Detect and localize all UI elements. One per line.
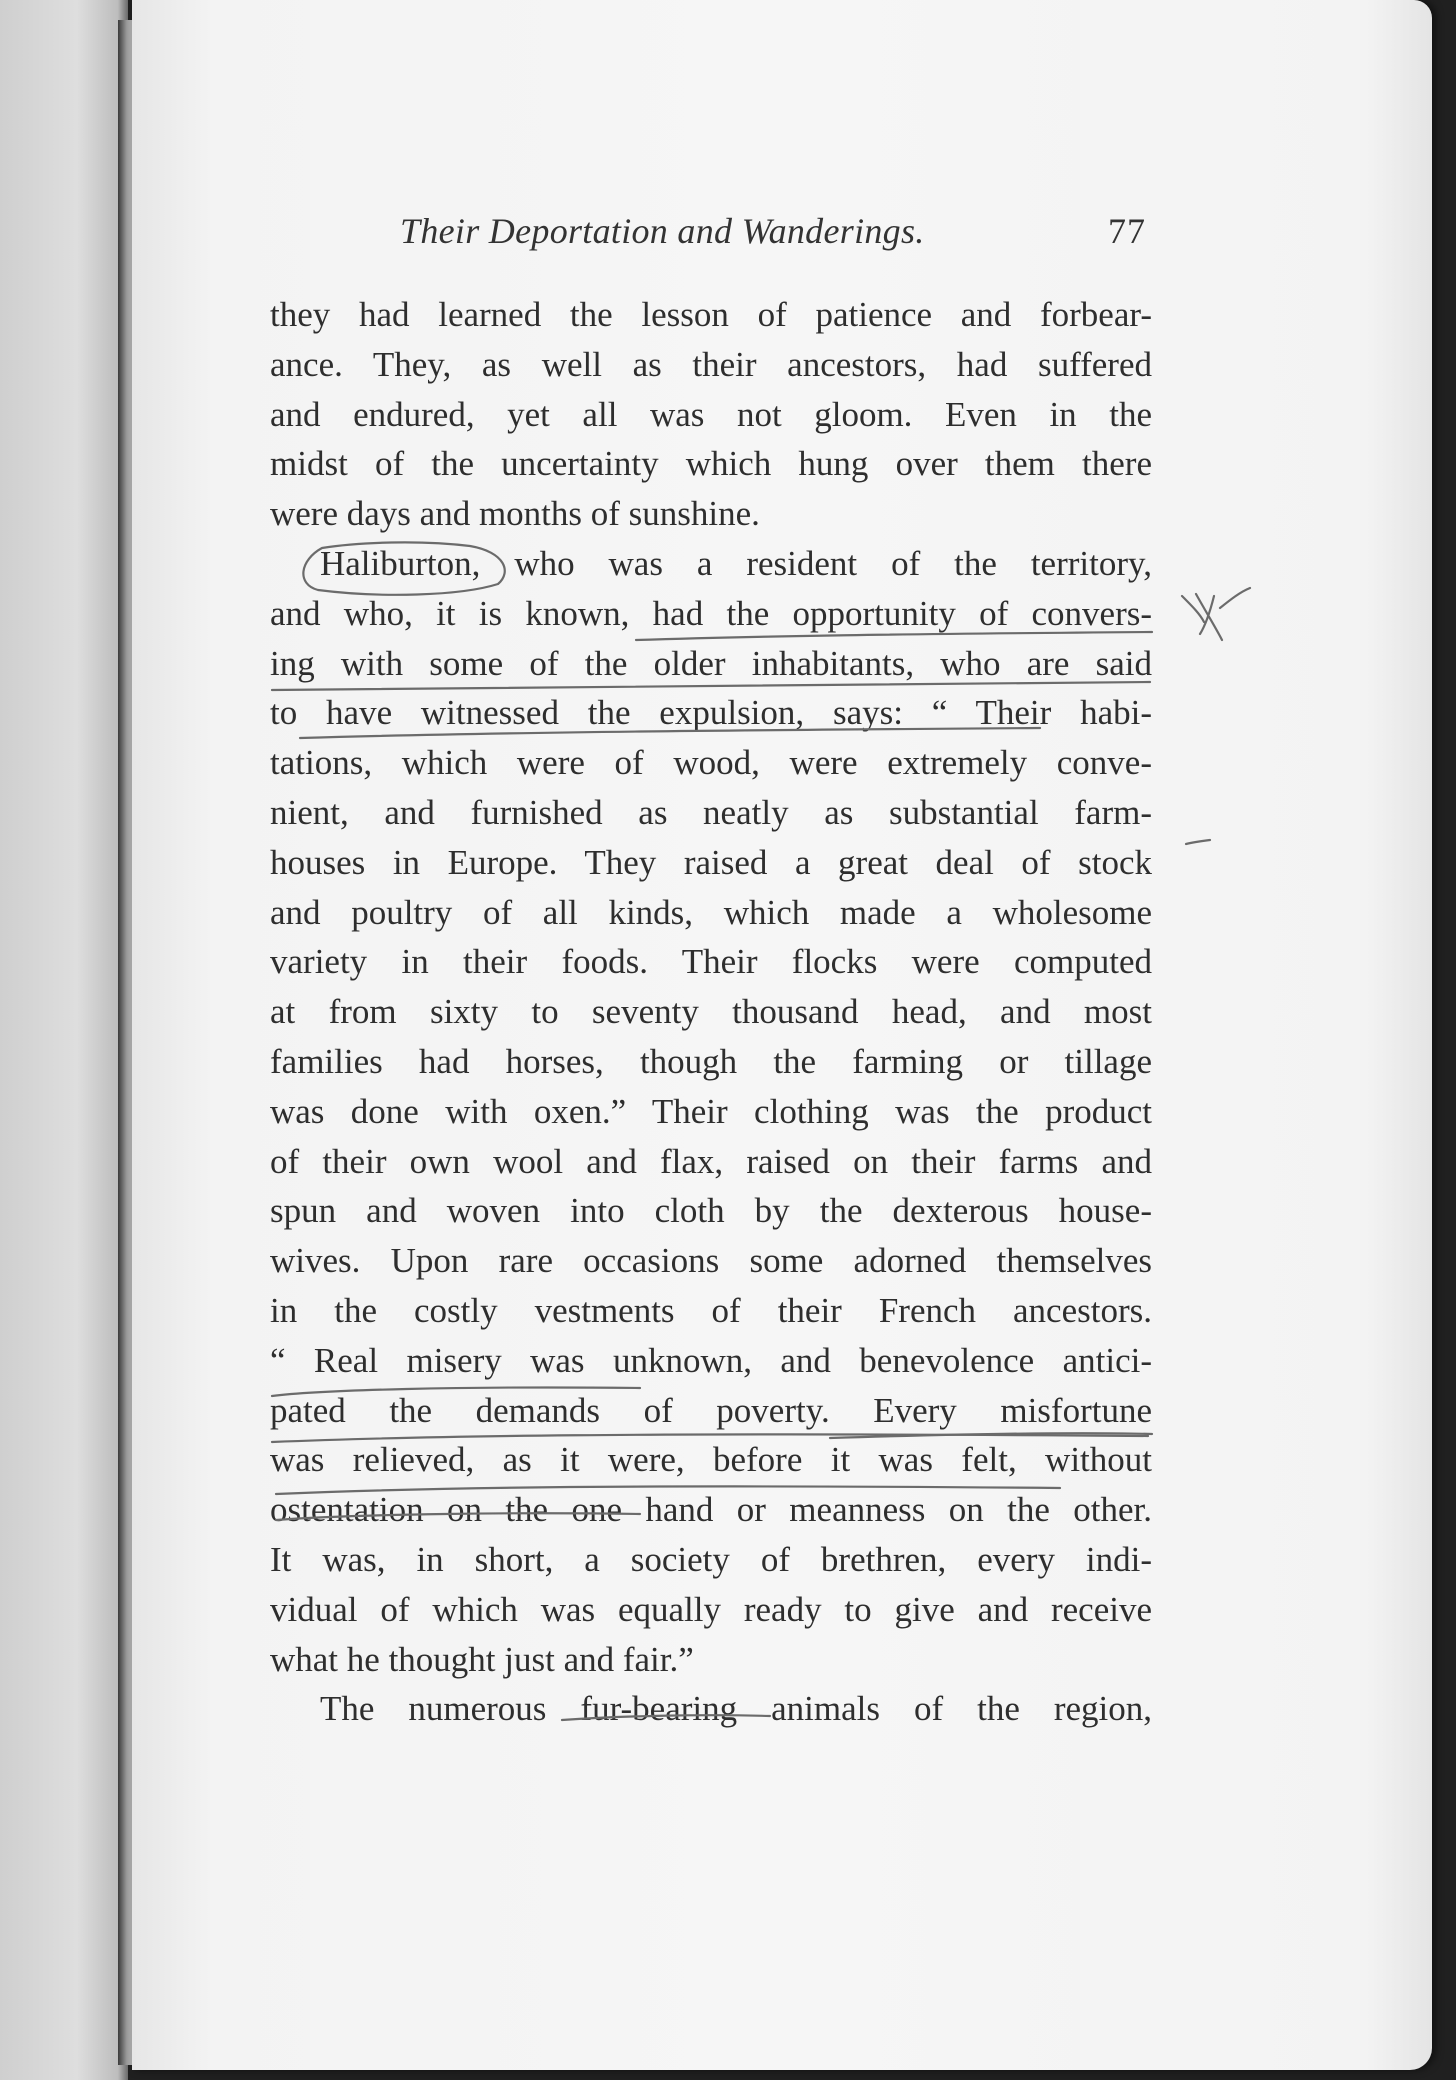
page-number: 77 bbox=[1108, 211, 1146, 251]
text-line: and poultry of all kinds, which made a wholesome bbox=[270, 892, 1152, 932]
text-line: and endured, yet all was not gloom. Even in the bbox=[270, 394, 1152, 434]
text-line: families had horses, though the farming or tillage bbox=[270, 1041, 1152, 1081]
text-line: “ Real misery was unknown, and benevolence antici- bbox=[270, 1340, 1152, 1380]
text-line: ance. They, as well as their ancestors, had suffered bbox=[270, 344, 1152, 384]
text-line: It was, in short, a society of brethren, every indi- bbox=[270, 1539, 1152, 1579]
text-line: what he thought just and fair.” bbox=[270, 1639, 694, 1679]
text-line: The numerous fur-bearing animals of the region, bbox=[320, 1689, 1152, 1729]
text-line: of their own wool and flax, raised on their farms and bbox=[270, 1141, 1152, 1181]
text-line: wives. Upon rare occasions some adorned themselves bbox=[270, 1241, 1152, 1281]
text-line: variety in their foods. Their flocks were computed bbox=[270, 942, 1152, 982]
body-text bbox=[270, 290, 1152, 1734]
text-line: midst of the uncertainty which hung over them there bbox=[270, 444, 1152, 484]
text-line: were days and months of sunshine. bbox=[270, 494, 760, 534]
text-line: and who, it is known, had the opportunity of convers- bbox=[270, 593, 1152, 633]
text-line: houses in Europe. They raised a great deal of stock bbox=[270, 842, 1152, 882]
running-title: Their Deportation and Wanderings. bbox=[400, 211, 925, 251]
text-line: they had learned the lesson of patience and forbear- bbox=[270, 295, 1152, 334]
text-line: was relieved, as it were, before it was felt, without bbox=[270, 1440, 1152, 1480]
text-line: vidual of which was equally ready to give and receive bbox=[270, 1589, 1152, 1629]
text-line: was done with oxen.” Their clothing was the product bbox=[270, 1091, 1152, 1131]
text-line: spun and woven into cloth by the dexterous house- bbox=[270, 1191, 1152, 1231]
text-line: tations, which were of wood, were extremely conve- bbox=[270, 743, 1152, 783]
text-line: to have witnessed the expulsion, says: “ Their habi- bbox=[270, 693, 1152, 733]
text-line: at from sixty to seventy thousand head, and most bbox=[270, 992, 1152, 1032]
text-line: nient, and furnished as neatly as substantial farm- bbox=[270, 792, 1152, 832]
text-line: Haliburton, who was a resident of the territory, bbox=[320, 543, 1152, 583]
left-page-edge bbox=[0, 0, 128, 2080]
text-line: pated the demands of poverty. Every misfortune bbox=[270, 1390, 1152, 1430]
text-line: in the costly vestments of their French ancestors. bbox=[270, 1290, 1152, 1330]
text-line: ostentation on the one hand or meanness on the other. bbox=[270, 1490, 1152, 1530]
page-header bbox=[400, 210, 1146, 252]
text-line: ing with some of the older inhabitants, who are said bbox=[270, 643, 1152, 683]
